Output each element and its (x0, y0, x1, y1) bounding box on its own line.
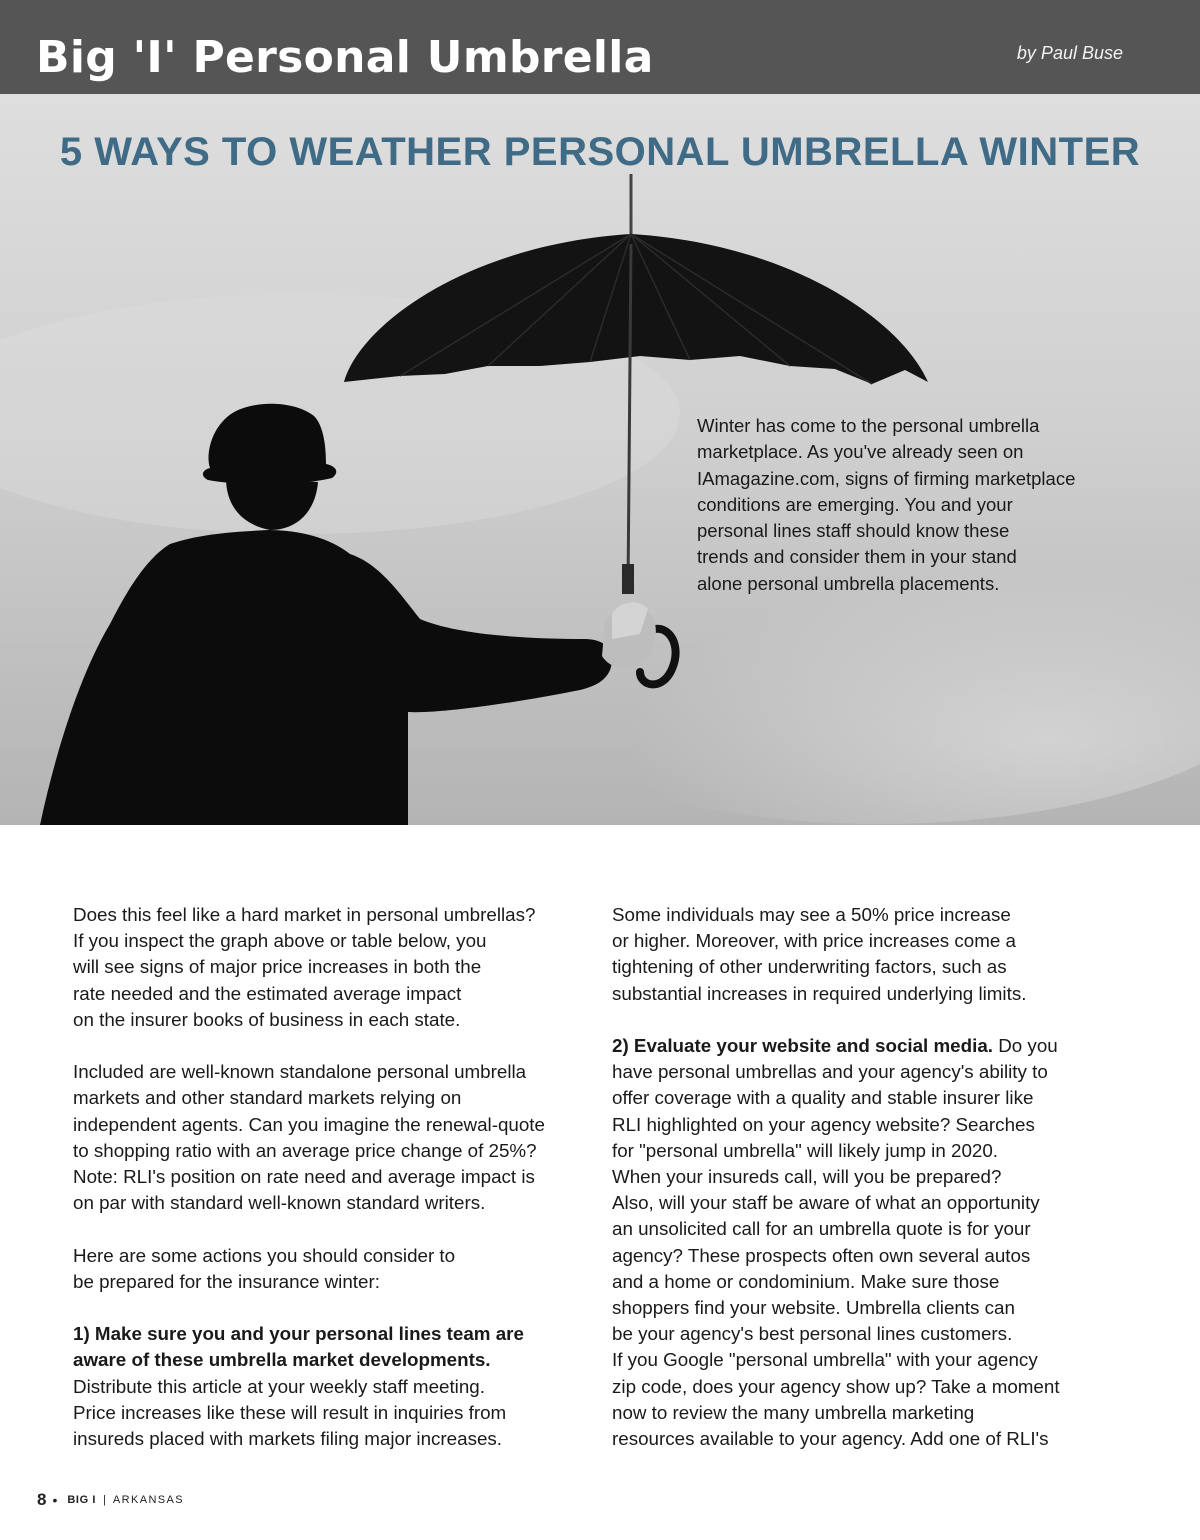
text-line: will see signs of major price increases in both the (73, 956, 482, 978)
text-line: RLI highlighted on your agency website? Searches (612, 1113, 1035, 1135)
article-headline: 5 WAYS TO WEATHER PERSONAL UMBRELLA WINTER (59, 130, 1141, 174)
text-line: If you inspect the graph above or table below, you (73, 930, 487, 952)
paragraph (612, 902, 1102, 1007)
tip-2-heading: 2) Evaluate your website and social media. (612, 1035, 993, 1056)
hero-photo (0, 94, 1200, 825)
text-line: shoppers find your website. Umbrella clients can (612, 1297, 1015, 1319)
text-line (612, 1033, 1102, 1059)
text-line: Does this feel like a hard market in personal umbrellas? (73, 904, 536, 925)
text-line: Here are some actions you should consider to (73, 1244, 456, 1266)
text-line: Distribute this article at your weekly staff meeting. (73, 1375, 485, 1397)
intro-line: IAmagazine.com, signs of firming marketplace (697, 467, 1076, 489)
text-line: zip code, does your agency show up? Take a moment (612, 1375, 1060, 1397)
text-line: independent agents. Can you imagine the renewal-quote (73, 1113, 545, 1135)
tip-1-heading-line: aware of these umbrella market developments. (73, 1349, 491, 1371)
paragraph (73, 1059, 578, 1216)
bullet-separator: • (52, 1492, 58, 1508)
body-column-left (73, 902, 578, 1478)
intro-line: trends and consider them in your stand (697, 546, 1017, 568)
text-line: When your insureds call, will you be prepared? (612, 1166, 1002, 1188)
paragraph (73, 1321, 578, 1452)
publication-name: BIG I (67, 1494, 97, 1506)
page-footer (37, 1490, 184, 1510)
text-line: on par with standard well-known standard writers. (73, 1192, 486, 1214)
text-line: resources available to your agency. Add one of RLI's (612, 1428, 1049, 1450)
paragraph (73, 1243, 578, 1295)
intro-line: conditions are emerging. You and your (697, 493, 1013, 515)
text-line: now to review the many umbrella marketing (612, 1401, 975, 1423)
text-line: an unsolicited call for an umbrella quote is for your (612, 1218, 1031, 1240)
intro-line: marketplace. As you've already seen on (697, 441, 1024, 463)
intro-line: alone personal umbrella placements. (697, 572, 1000, 594)
text-line: markets and other standard markets relying on (73, 1087, 462, 1109)
text-line: agency? These prospects often own several autos (612, 1244, 1031, 1266)
tip-1-heading-line: 1) Make sure you and your personal lines team are (73, 1323, 524, 1345)
text-line: or higher. Moreover, with price increases come a (612, 930, 1016, 952)
text-line: substantial increases in required underlying limits. (612, 982, 1027, 1004)
text-line: be your agency's best personal lines customers. (612, 1323, 1013, 1345)
text-line: for "personal umbrella" will likely jump in 2020. (612, 1139, 998, 1161)
page-number: 8 (37, 1490, 47, 1509)
paragraph (73, 902, 578, 1033)
body-column-right (612, 902, 1102, 1478)
text-line: Included are well-known standalone personal umbrella (73, 1061, 527, 1083)
section-title: Big 'I' Personal Umbrella (36, 32, 654, 83)
text-line: be prepared for the insurance winter: (73, 1270, 380, 1292)
text-line: to shopping ratio with an average price change of 25%? (73, 1139, 537, 1161)
text-line: rate needed and the estimated average impact (73, 982, 462, 1004)
text-line: and a home or condominium. Make sure those (612, 1270, 1000, 1292)
header-bar (0, 0, 1200, 94)
byline: by Paul Buse (1016, 43, 1123, 63)
text-line: tightening of other underwriting factors, such as (612, 956, 1007, 978)
text-line: Also, will your staff be aware of what an opportunity (612, 1192, 1040, 1214)
intro-line: Winter has come to the personal umbrella (697, 415, 1040, 436)
text-line: Price increases like these will result in inquiries from (73, 1401, 507, 1423)
text-line: Some individuals may see a 50% price increase (612, 904, 1011, 925)
publication-region: ARKANSAS (112, 1494, 185, 1506)
text-line: insureds placed with markets filing major increases. (73, 1428, 503, 1450)
paragraph (612, 1033, 1102, 1452)
text-line: on the insurer books of business in each state. (73, 1008, 461, 1030)
intro-line: personal lines staff should know these (697, 520, 1010, 542)
intro-paragraph (697, 413, 1097, 597)
text-line: If you Google "personal umbrella" with your agency (612, 1349, 1038, 1371)
pipe-separator: | (103, 1494, 106, 1506)
text-line: offer coverage with a quality and stable insurer like (612, 1087, 1034, 1109)
text-line: Note: RLI's position on rate need and average impact is (73, 1166, 535, 1188)
text-line: have personal umbrellas and your agency's ability to (612, 1061, 1048, 1083)
text-fragment: Do you (992, 1035, 1058, 1056)
